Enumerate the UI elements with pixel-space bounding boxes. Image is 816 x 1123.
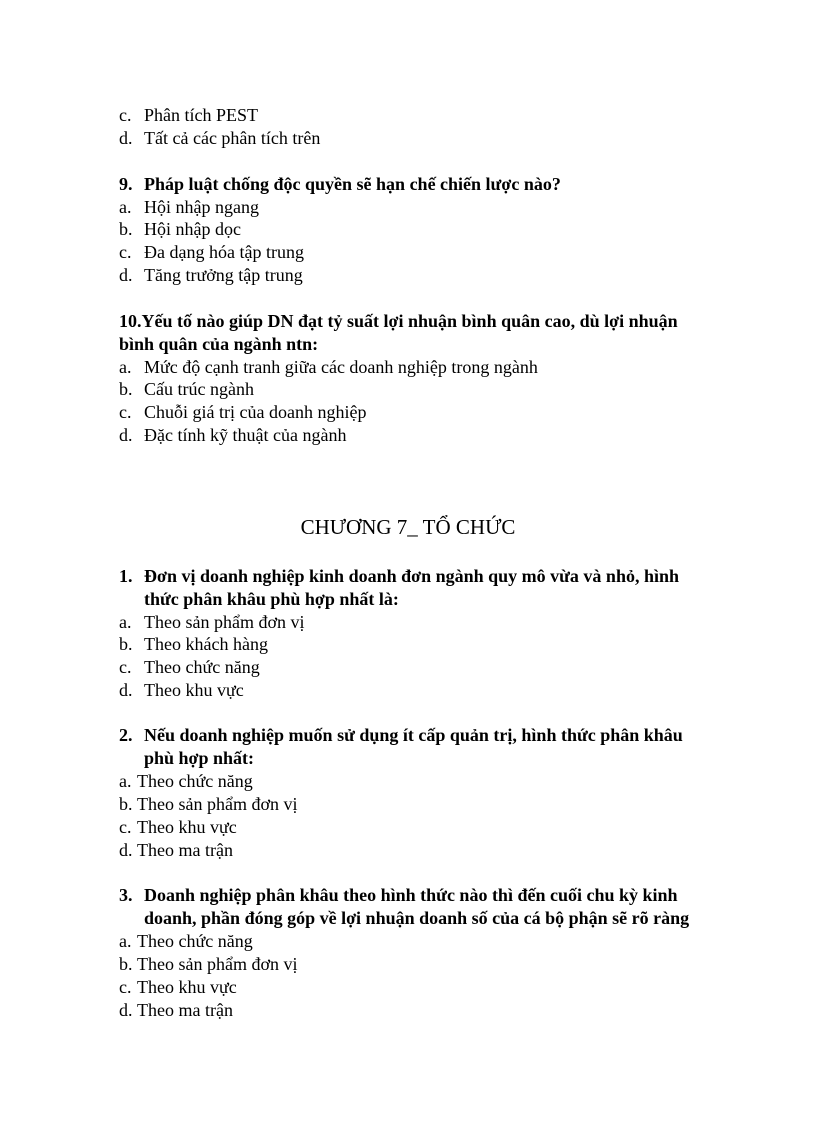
option-text: Hội nhập dọc [144,219,241,239]
option-text: Theo ma trận [137,1000,233,1020]
option-text: Theo chức năng [144,657,260,677]
option-text: Tất cả các phân tích trên [144,128,321,148]
chapter-title: CHƯƠNG 7_ TỔ CHỨC [300,515,516,539]
option-text: Mức độ cạnh tranh giữa các doanh nghiệp trong ngành [144,357,538,377]
question-2: 2. Nếu doanh nghiệp muốn sử dụng ít cấp quản trị, hình thức phân khâu [119,725,683,745]
option-text: Theo khu vực [137,817,237,837]
question-text: Đơn vị doanh nghiệp kinh doanh đơn ngành quy mô vừa và nhỏ, hình [144,566,679,586]
option-a: a. Hội nhập ngang [119,197,259,217]
question-1-continued: thức phân khâu phù hợp nhất là: [144,589,399,609]
question-10: 10.Yếu tố nào giúp DN đạt tỷ suất lợi nhuận bình quân cao, dù lợi nhuận [119,311,678,331]
option-c: c. Đa dạng hóa tập trung [119,242,304,262]
option-d: d. Tất cả các phân tích trên [119,128,321,148]
option-d: d. Theo ma trận [119,1000,233,1020]
option-text: Đặc tính kỹ thuật của ngành [144,425,347,445]
question-2-continued: phù hợp nhất: [144,748,255,768]
option-text: Theo sản phẩm đơn vị [137,794,298,814]
option-text: Phân tích PEST [144,105,259,125]
option-d: d. Tăng trưởng tập trung [119,265,303,285]
option-text: Theo chức năng [137,931,253,951]
option-c: c. Theo chức năng [119,657,260,677]
option-d: d. Đặc tính kỹ thuật của ngành [119,425,347,445]
option-b: b. Cấu trúc ngành [119,379,254,399]
option-b: b. Theo sản phẩm đơn vị [119,954,298,974]
option-text: Theo khu vực [144,680,244,700]
option-c: c. Theo khu vực [119,977,237,997]
question-text: Doanh nghiệp phân khâu theo hình thức nào thì đến cuối chu kỳ kinh [144,885,678,905]
option-text: Theo khu vực [137,977,237,997]
option-text: Theo khách hàng [144,634,268,654]
option-a: a. Mức độ cạnh tranh giữa các doanh nghiệp trong ngành [119,357,538,377]
option-text: Chuỗi giá trị của doanh nghiệp [144,402,367,422]
option-c: c. Chuỗi giá trị của doanh nghiệp [119,402,367,422]
option-c: c. Phân tích PEST [119,105,259,125]
option-text: Cấu trúc ngành [144,379,254,399]
option-text: Hội nhập ngang [144,197,259,217]
question-1: 1. Đơn vị doanh nghiệp kinh doanh đơn ngành quy mô vừa và nhỏ, hình [119,566,679,586]
option-b: b. Hội nhập dọc [119,219,241,239]
option-text: Theo ma trận [137,840,233,860]
option-a: a. Theo chức năng [119,771,253,791]
option-c: c. Theo khu vực [119,817,237,837]
question-text: Nếu doanh nghiệp muốn sử dụng ít cấp quản trị, hình thức phân khâu [144,725,683,745]
option-text: Tăng trưởng tập trung [144,265,303,285]
option-text: Đa dạng hóa tập trung [144,242,304,262]
option-text: Theo chức năng [137,771,253,791]
option-d: d. Theo khu vực [119,680,244,700]
option-d: d. Theo ma trận [119,840,233,860]
option-b: b. Theo sản phẩm đơn vị [119,794,298,814]
option-text: Theo sản phẩm đơn vị [144,612,305,632]
question-3-continued: doanh, phần đóng góp về lợi nhuận doanh số của cá bộ phận sẽ rõ ràng [144,908,690,928]
option-b: b. Theo khách hàng [119,634,268,654]
question-text: Pháp luật chống độc quyền sẽ hạn chế chiến lược nào? [144,174,561,194]
option-a: a. Theo sản phẩm đơn vị [119,612,305,632]
option-text: Theo sản phẩm đơn vị [137,954,298,974]
question-10-continued: bình quân của ngành ntn: [119,334,319,354]
question-3: 3. Doanh nghiệp phân khâu theo hình thức nào thì đến cuối chu kỳ kinh [119,885,678,905]
option-a: a. Theo chức năng [119,931,253,951]
question-9: 9. Pháp luật chống độc quyền sẽ hạn chế chiến lược nào? [119,174,561,194]
